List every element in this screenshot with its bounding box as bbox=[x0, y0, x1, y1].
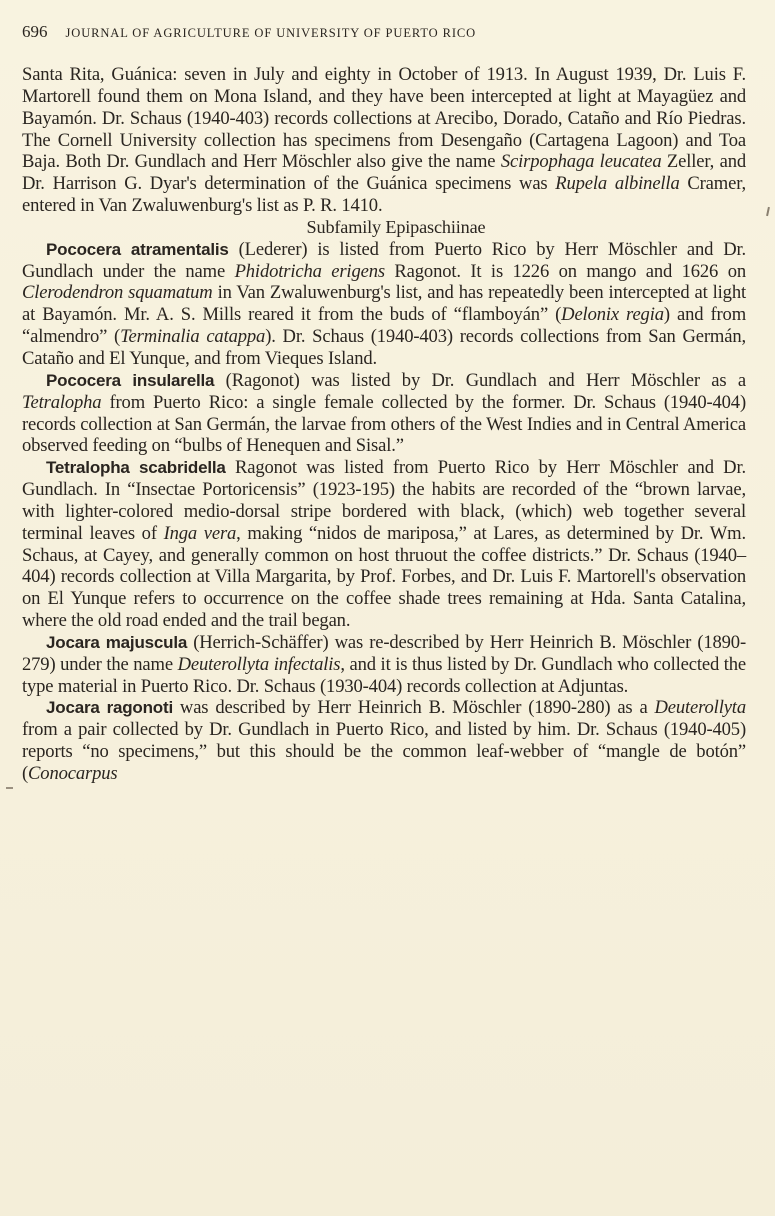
text-run: was described by Herr Heinrich B. Möschler (1890-280) as a bbox=[172, 697, 655, 719]
species-name-italic: Deuterollyta infectalis bbox=[177, 653, 341, 675]
section-heading: Subfamily Epipaschiinae bbox=[306, 216, 486, 237]
species-name-italic: Terminalia catappa bbox=[120, 326, 266, 348]
species-entry bbox=[22, 457, 746, 632]
species-name-italic: Conocarpus bbox=[28, 763, 118, 784]
species-title: Tetralopha scabridella bbox=[46, 458, 226, 478]
species-name-italic: Phidotricha erigens bbox=[234, 260, 385, 282]
species-entry bbox=[22, 632, 746, 698]
species-title: Jocara majuscula bbox=[46, 632, 188, 652]
text-run: ) and from “almendro” ( bbox=[22, 304, 747, 348]
journal-title: JOURNAL OF AGRICULTURE OF UNIVERSITY OF PUERTO RICO bbox=[65, 26, 477, 40]
body-text bbox=[22, 64, 746, 785]
text-run: ). Dr. Schaus (1940-403) records collections from San Germán, Cataño and El Yunque, and from Vieques Island. bbox=[22, 326, 746, 369]
intro-paragraph bbox=[22, 64, 746, 217]
species-title: Jocara ragonoti bbox=[46, 698, 173, 718]
text-run: (Ragonot) was listed by Dr. Gundlach and Herr Möschler as a bbox=[214, 369, 746, 391]
margin-dash bbox=[6, 787, 13, 789]
text-run: , and it is thus listed by Dr. Gundlach who collected the type material in Puerto Rico. Dr. Schaus (1930-404) records collection at Adjuntas. bbox=[22, 653, 746, 697]
text-run: Ragonot was listed from Puerto Rico by Herr Möschler and Dr. Gundlach. In “Insectae Portoricensis” (1923-195) the habits are recorded of the “brown larvae, with lighter-colored medio-dorsal stripe bordered with black, (which) web together several terminal leaves of bbox=[22, 457, 746, 544]
species-title: Pococera atramentalis bbox=[46, 239, 229, 259]
text-run: (Lederer) is listed from Puerto Rico by Herr Möschler and Dr. Gundlach under the name bbox=[22, 238, 746, 282]
margin-speck bbox=[766, 207, 770, 216]
text-run: from a pair collected by Dr. Gundlach in Puerto Rico, and listed by him. Dr. Schaus (1940-405) reports “no specimens,” but this should be the common leaf-webber of “mangle de botón” ( bbox=[22, 719, 746, 784]
species-name-italic: Delonix regia bbox=[561, 304, 664, 326]
species-entry bbox=[22, 370, 746, 457]
running-header bbox=[22, 22, 742, 42]
text-run: from Puerto Rico: a single female collected by the former. Dr. Schaus (1940-404) records collection at San Germán, the larvae from others of the West Indies and in Central America observed feeding on “bulbs of Henequen and Sisal.” bbox=[22, 391, 746, 457]
text-run: Cramer, entered in Van Zwaluwenburg's list as P. R. 1410. bbox=[22, 173, 746, 217]
species-entry bbox=[22, 697, 746, 784]
species-name-italic: Clerodendron squamatum bbox=[22, 282, 213, 304]
text-run: Santa Rita, Guánica: seven in July and eighty in October of 1913. In August 1939, Dr. Luis F. Martorell found them on Mona Island, and they have been intercepted at light at Mayagüez and Bayamón. Dr. Schaus (1940-403) records collections at Arecibo, Dorado, Cataño and Río Piedras. The Cornell University collection has specimens from Desengaño (Cartagena Lagoon) and Toa Baja. Both Dr. Gundlach and Herr Möschler also give the name bbox=[22, 64, 746, 173]
text-run: , making “nidos de mariposa,” at Lares, as determined by Dr. Wm. Schaus, at Cayey, and generally common on host thruout the coffee districts.” Dr. Schaus (1940–404) records collection at Villa Margarita, by Prof. Forbes, and Dr. Luis F. Martorell's observation on El Yunque refers to occurrence on the coffee shade trees remaining at Hda. Santa Catalina, where the old road ended and the trail began. bbox=[22, 522, 746, 632]
species-name-italic: Deuterollyta bbox=[654, 697, 746, 719]
species-name-italic: Inga vera bbox=[163, 522, 237, 544]
species-title: Pococera insularella bbox=[46, 370, 215, 390]
text-run: in Van Zwaluwenburg's list, and has repeatedly been intercepted at light at Bayamón. Mr. A. S. Mills reared it from the buds of “flamboyán” ( bbox=[22, 282, 746, 326]
text-run: Ragonot. It is 1226 on mango and 1626 on bbox=[384, 260, 746, 282]
species-name-italic: Scirpophaga leucatea bbox=[500, 151, 662, 173]
species-name-italic: Tetralopha bbox=[22, 391, 102, 413]
text-run: (Herrich-Schäffer) was re-described by Herr Heinrich B. Möschler (1890-279) under the name bbox=[22, 631, 746, 675]
page-number: 696 bbox=[22, 22, 48, 41]
text-run: Zeller, and Dr. Harrison G. Dyar's determination of the Guánica specimens was bbox=[22, 151, 746, 195]
species-entry bbox=[22, 239, 746, 370]
species-name-italic: Rupela albinella bbox=[555, 173, 680, 195]
